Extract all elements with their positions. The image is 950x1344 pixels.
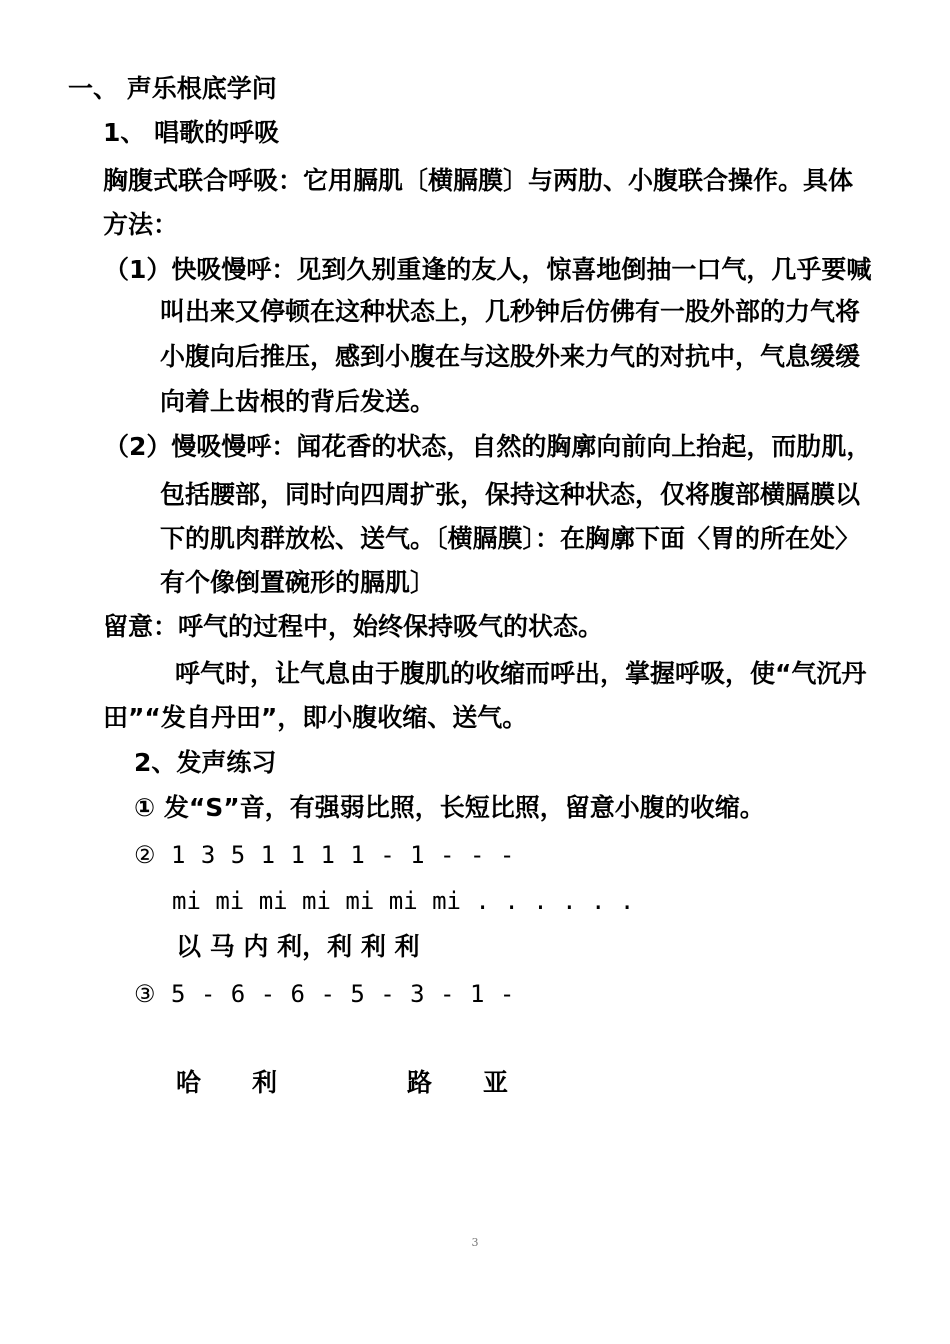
exercise-3-lyric: 利 — [252, 1068, 278, 1097]
subheading-breathing: 1、 唱歌的呼吸 — [103, 118, 280, 147]
item-1-line: （1）快吸慢呼：见到久别重逢的友人，惊喜地倒抽一口气，几乎要喊 — [104, 255, 872, 284]
intro-line: 方法： — [103, 210, 179, 239]
item-2-line: 有个像倒置碗形的膈肌〕 — [160, 568, 436, 597]
exercise-2-lyrics: 以 马 内 利，利 利 利 — [176, 932, 420, 961]
exercise-3-lyric: 哈 — [176, 1068, 202, 1097]
note-line: 留意：呼气的过程中，始终保持吸气的状态。 — [103, 612, 604, 641]
note-line: 田”“发自丹田”，即小腹收缩、送气。 — [103, 703, 528, 732]
section-heading: 一、 声乐根底学问 — [68, 74, 277, 103]
page-number: 3 — [471, 1236, 479, 1249]
exercise-3-lyric: 亚 — [483, 1068, 509, 1097]
exercise-3-lyric: 路 — [407, 1068, 433, 1097]
item-1-line: 向着上齿根的背后发送。 — [160, 387, 436, 416]
exercise-2-notes: ② 1 3 5 1 1 1 1 - 1 - - - — [134, 841, 515, 869]
item-1-line: 小腹向后推压，感到小腹在与这股外来力气的对抗中，气息缓缓 — [160, 342, 861, 371]
subheading-vocal-practice: 2、发声练习 — [134, 748, 277, 777]
intro-line: 胸腹式联合呼吸：它用膈肌〔横膈膜〕与两肋、小腹联合操作。具体 — [103, 166, 854, 195]
item-2-line: （2）慢吸慢呼：闻花香的状态，自然的胸廓向前向上抬起，而肋肌， — [104, 432, 872, 461]
exercise-3-notes: ③ 5 - 6 - 6 - 5 - 3 - 1 - — [134, 980, 515, 1008]
item-2-line: 下的肌肉群放松、送气。〔横膈膜〕：在胸廓下面〈胃的所在处〉 — [160, 524, 861, 553]
item-2-line: 包括腰部，同时向四周扩张，保持这种状态，仅将腹部横膈膜以 — [160, 480, 861, 509]
item-1-line: 叫出来又停顿在这种状态上，几秒钟后仿佛有一股外部的力气将 — [160, 297, 861, 326]
note-line: 呼气时，让气息由于腹肌的收缩而呼出，掌握呼吸，使“气沉丹 — [175, 659, 867, 688]
exercise-1: ① 发“S”音，有强弱比照，长短比照，留意小腹的收缩。 — [134, 793, 765, 822]
exercise-2-syllables: mi mi mi mi mi mi mi . . . . . . — [172, 887, 635, 915]
